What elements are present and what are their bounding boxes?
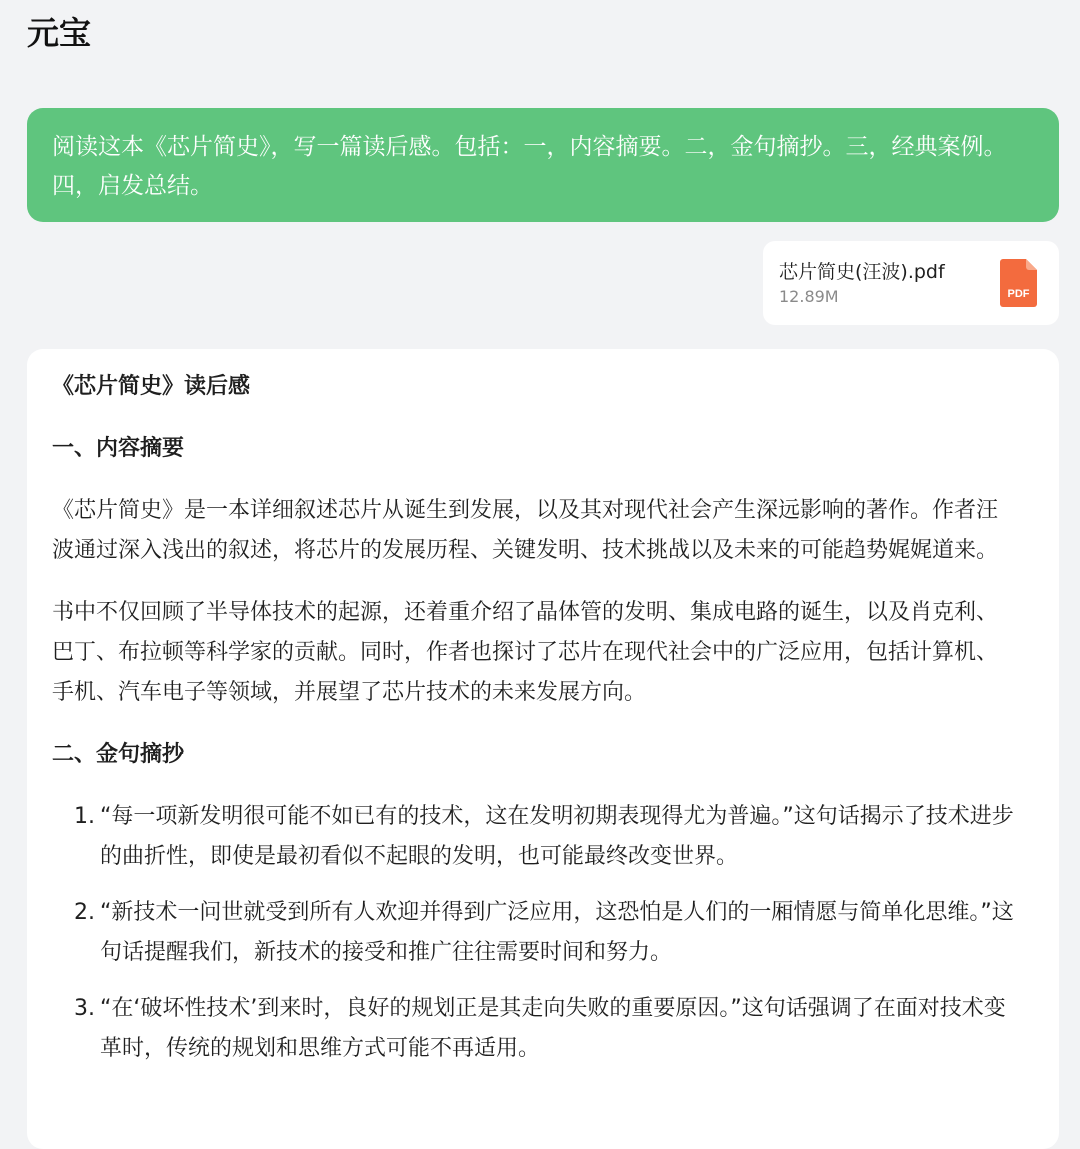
- attachment-card[interactable]: [763, 241, 1059, 325]
- attachment-file-size: 12.89M: [779, 287, 839, 306]
- quote-number: 1.: [74, 804, 95, 829]
- answer-title: 《芯片简史》读后感: [52, 374, 251, 399]
- quote-list: [52, 797, 1019, 1069]
- quote-text: “每一项新发明很可能不如已有的技术，这在发明初期表现得尤为普遍。”这句话揭示了技术进步的曲折性，即使是最初看似不起眼的发明，也可能最终改变世界。: [100, 804, 1014, 869]
- pdf-file-icon: [1000, 259, 1037, 307]
- summary-paragraph: 书中不仅回顾了半导体技术的起源，还着重介绍了晶体管的发明、集成电路的诞生，以及肖克利、巴丁、布拉顿等科学家的贡献。同时，作者也探讨了芯片在现代社会中的广泛应用，包括计算机、手机、汽车电子等领域，并展望了芯片技术的未来发展方向。: [52, 600, 999, 705]
- quote-item: [52, 893, 1019, 973]
- summary-paragraph: 《芯片简史》是一本详细叙述芯片从诞生到发展，以及其对现代社会产生深远影响的著作。作者汪波通过深入浅出的叙述，将芯片的发展历程、关键发明、技术挑战以及未来的可能趋势娓娓道来。: [52, 498, 999, 563]
- pdf-icon-label: PDF: [1007, 288, 1030, 300]
- quote-item: [52, 989, 1019, 1069]
- attachment-file-name: 芯片简史(汪波).pdf: [779, 261, 945, 283]
- section-heading-quotes: 二、金句摘抄: [52, 742, 185, 767]
- user-message-text: 阅读这本《芯片简史》，写一篇读后感。包括：一，内容摘要。二，金句摘抄。三，经典案例。四，启发总结。: [52, 134, 1007, 199]
- assistant-answer-card: [27, 349, 1059, 1149]
- quote-item: [52, 797, 1019, 877]
- app-title: 元宝: [27, 14, 92, 52]
- quote-text: “在‘破坏性技术’到来时，良好的规划正是其走向失败的重要原因。”这句话强调了在面对技术变革时，传统的规划和思维方式可能不再适用。: [100, 996, 1006, 1061]
- quote-number: 3.: [74, 996, 95, 1021]
- quote-number: 2.: [74, 900, 95, 925]
- user-message-bubble: [27, 108, 1059, 222]
- quote-text: “新技术一问世就受到所有人欢迎并得到广泛应用，这恐怕是人们的一厢情愿与简单化思维。”这句话提醒我们，新技术的接受和推广往往需要时间和努力。: [100, 900, 1014, 965]
- section-heading-summary: 一、内容摘要: [52, 436, 185, 461]
